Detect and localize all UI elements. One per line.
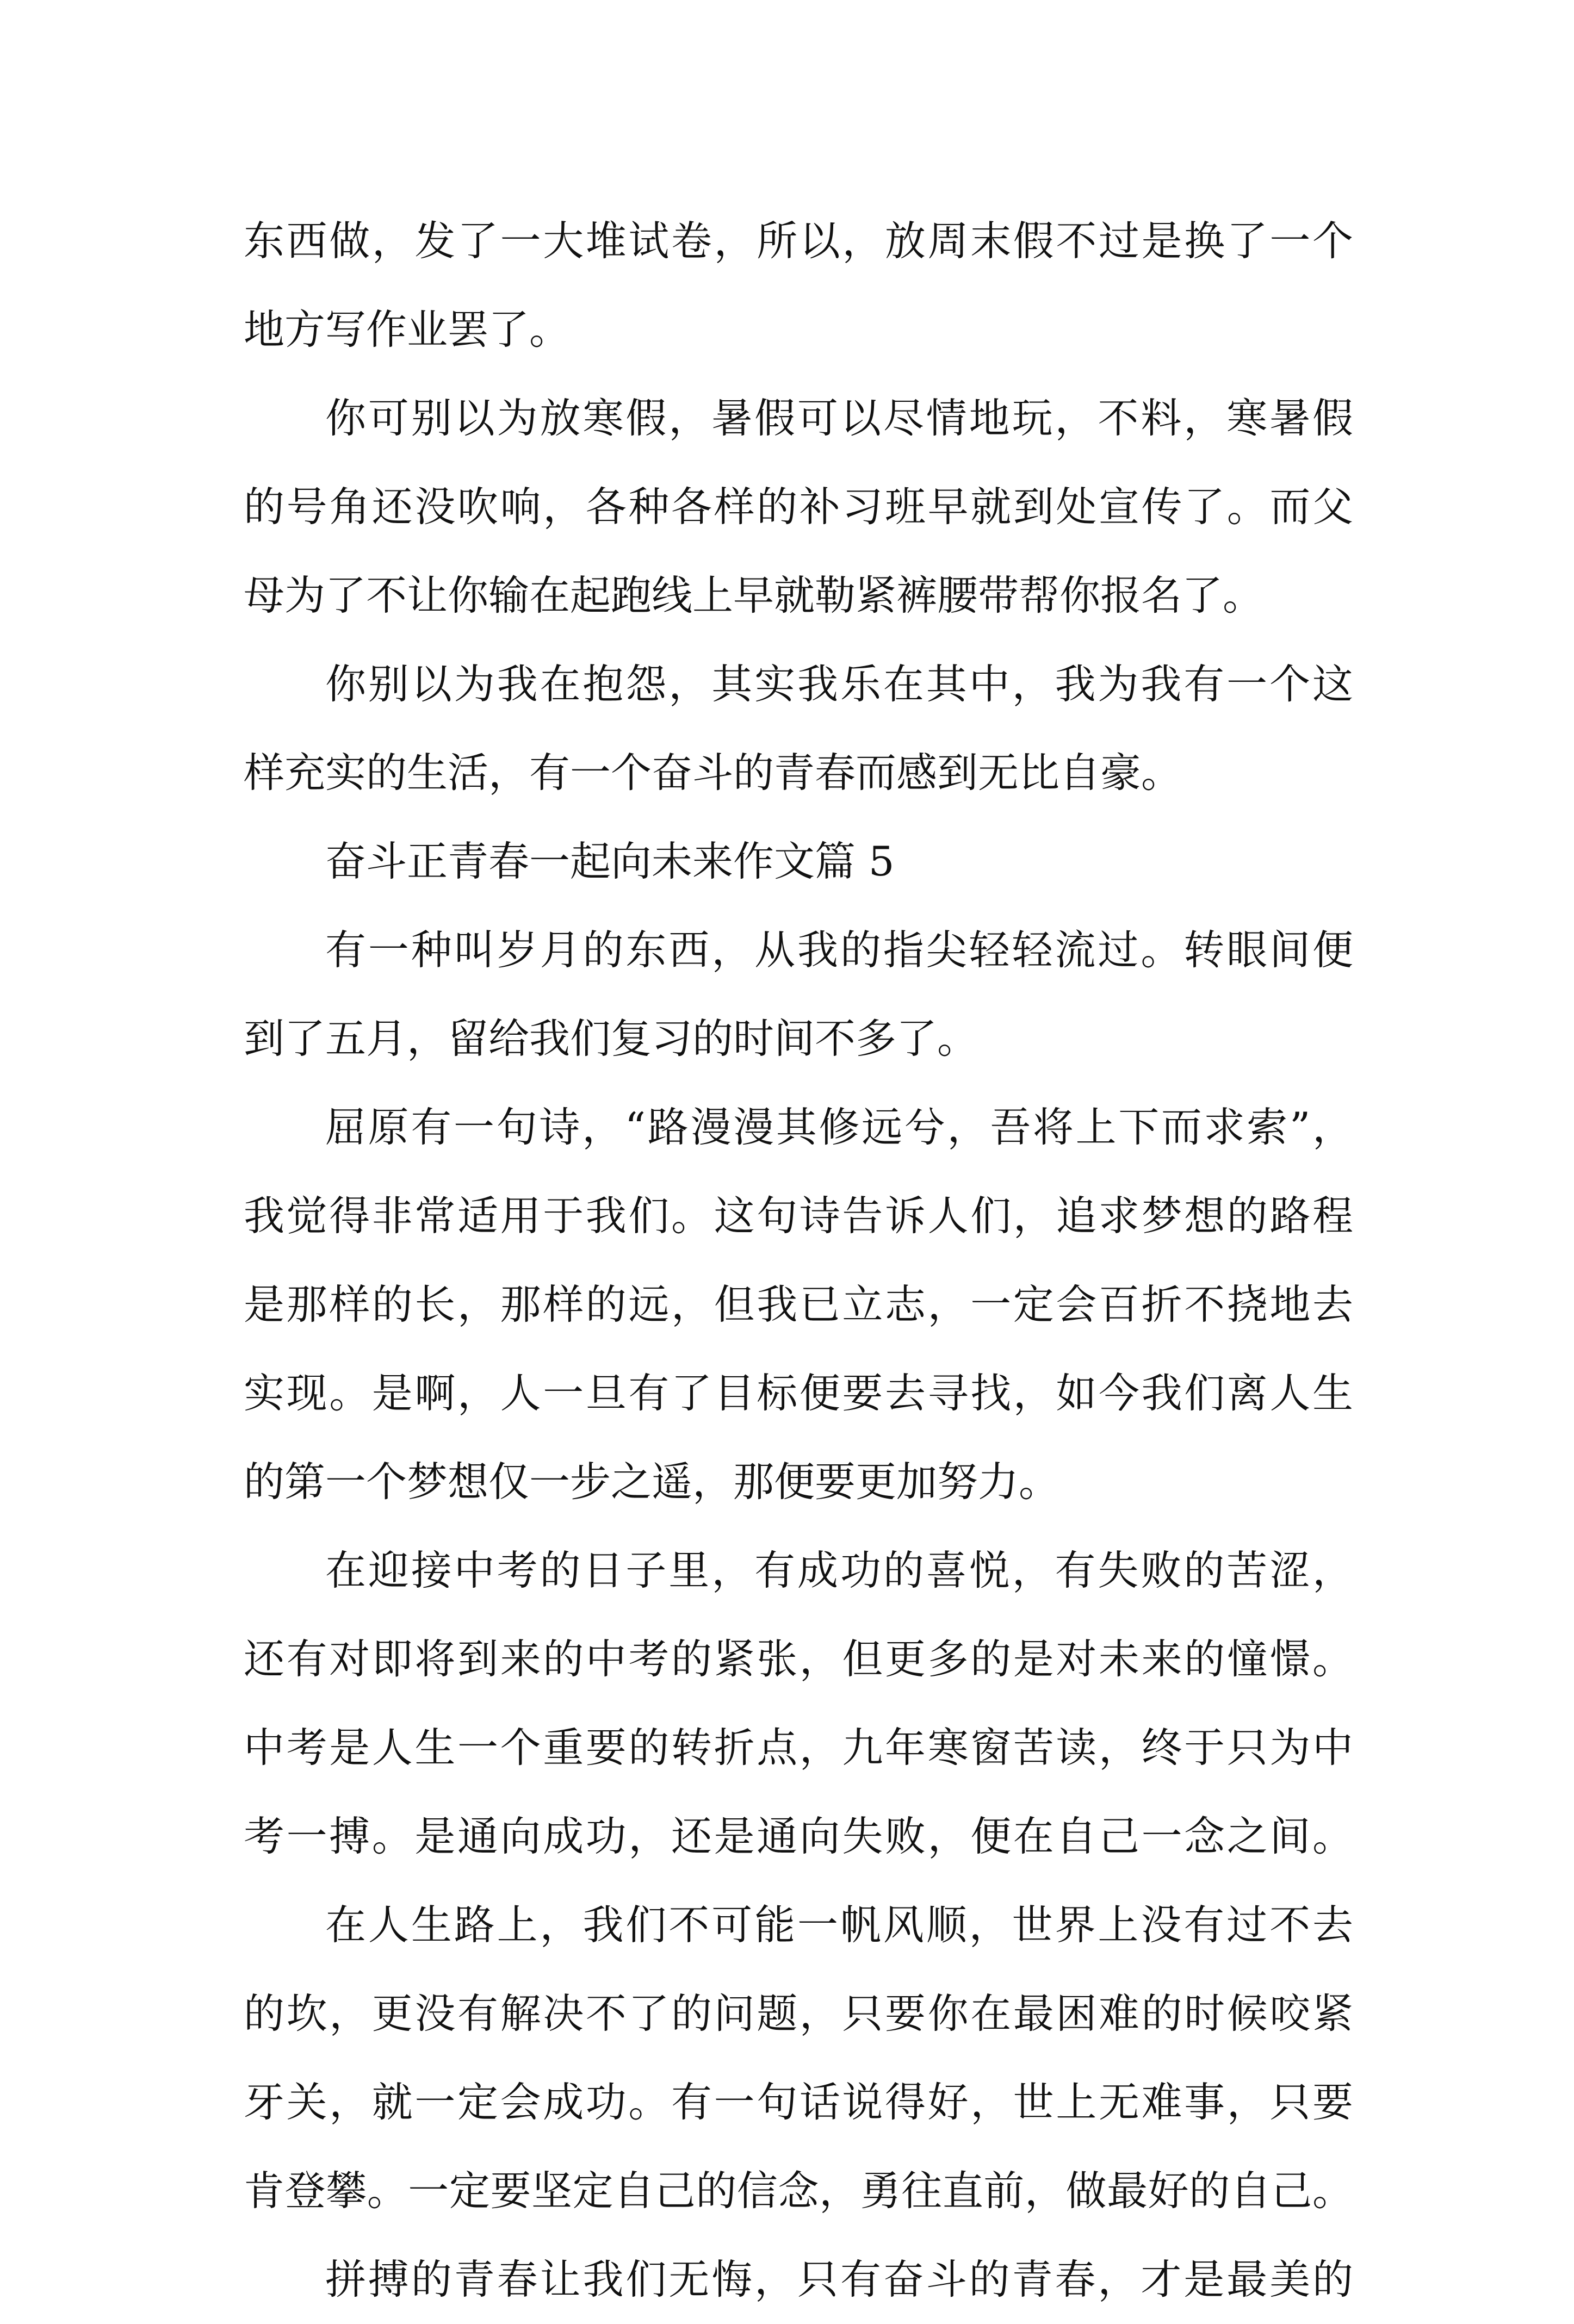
text-line: 在人生路上，我们不可能一帆风顺，世界上没有过不去: [325, 1901, 1353, 1949]
essay-text: [244, 197, 1353, 2324]
text-line: 拼搏的青春让我们无悔，只有奋斗的青春，才是最美的: [325, 2255, 1353, 2303]
text-line: 你可别以为放寒假，暑假可以尽情地玩，不料，寒暑假: [325, 394, 1353, 442]
text-line: 样充实的生活，有一个奋斗的青春而感到无比自豪。: [244, 749, 1182, 797]
text-line: 地方写作业罢了。: [244, 306, 571, 353]
text-line: 考一搏。是通向成功，还是通向失败，便在自己一念之间。: [244, 1812, 1353, 1860]
text-line: 牙关，就一定会成功。有一句话说得好，世上无难事，只要: [244, 2078, 1353, 2126]
text-line: 有一种叫岁月的东西，从我的指尖轻轻流过。转眼间便: [325, 926, 1353, 974]
text-line: 的第一个梦想仅一步之遥，那便要更加努力。: [244, 1458, 1060, 1506]
text-line: 东西做，发了一大堆试卷，所以，放周末假不过是换了一个: [244, 217, 1353, 265]
text-line: 屈原有一句诗，“路漫漫其修远兮，吾将上下而求索”，: [325, 1103, 1353, 1151]
text-line: 中考是人生一个重要的转折点，九年寒窗苦读，终于只为中: [244, 1724, 1353, 1772]
text-line: 你别以为我在抱怨，其实我乐在其中，我为我有一个这: [325, 660, 1353, 708]
text-line: 到了五月，留给我们复习的时间不多了。: [244, 1015, 978, 1062]
text-line: 我觉得非常适用于我们。这句诗告诉人们，追求梦想的路程: [244, 1192, 1353, 1240]
text-line: 实现。是啊，人一旦有了目标便要去寻找，如今我们离人生: [244, 1369, 1353, 1417]
text-line: 母为了不让你输在起跑线上早就勒紧裤腰带帮你报名了。: [244, 571, 1264, 619]
text-line: 的坎，更没有解决不了的问题，只要你在最困难的时候咬紧: [244, 1990, 1353, 2037]
text-line: 在迎接中考的日子里，有成功的喜悦，有失败的苦涩，: [325, 1546, 1353, 1594]
text-line: 肯登攀。一定要坚定自己的信念，勇往直前，做最好的自己。: [244, 2167, 1353, 2215]
text-line: 是那样的长，那样的远，但我已立志，一定会百折不挠地去: [244, 1281, 1353, 1328]
section-heading: 奋斗正青春一起向未来作文篇 5: [325, 837, 895, 885]
text-line: 的号角还没吹响，各种各样的补习班早就到处宣传了。而父: [244, 483, 1353, 531]
text-line: 还有对即将到来的中考的紧张，但更多的是对未来的憧憬。: [244, 1635, 1353, 1683]
